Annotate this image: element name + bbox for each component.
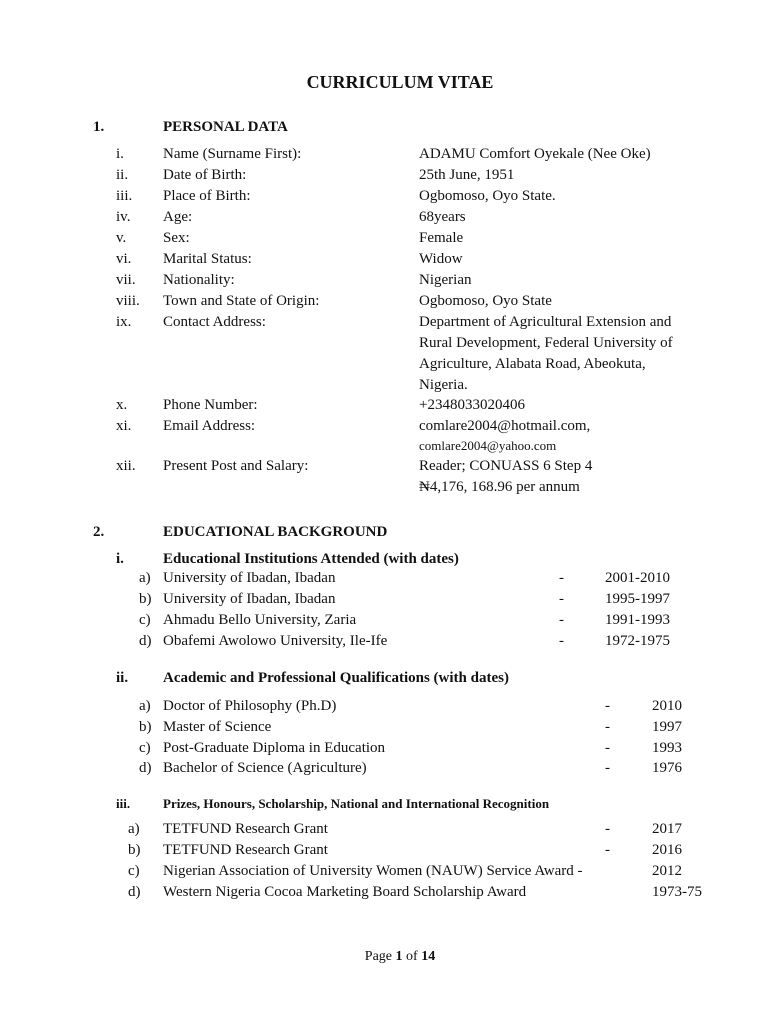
- personal-row-label: Phone Number:: [163, 397, 258, 413]
- list-item-letter: d): [139, 760, 152, 776]
- list-item-dash: -: [605, 760, 610, 776]
- contact-address-line: Department of Agricultural Extension and: [419, 314, 672, 330]
- personal-row-value: 68years: [419, 209, 466, 225]
- list-item-dash: -: [559, 591, 564, 607]
- section-2-number: 2.: [93, 524, 105, 540]
- list-item-dash: -: [605, 842, 610, 858]
- section-1-number: 1.: [93, 119, 105, 135]
- personal-row-number: xii.: [116, 458, 136, 474]
- list-item-letter: c): [139, 740, 151, 756]
- qualification-name: Master of Science: [163, 719, 272, 735]
- total-pages: 14: [421, 949, 436, 964]
- personal-row-value: Ogbomoso, Oyo State.: [419, 188, 556, 204]
- list-item-dash: -: [559, 570, 564, 586]
- institution-name: Obafemi Awolowo University, Ile-Ife: [163, 633, 388, 649]
- personal-row-number: ix.: [116, 314, 132, 330]
- section-2-heading: EDUCATIONAL BACKGROUND: [163, 524, 388, 540]
- personal-row-value: Female: [419, 230, 464, 246]
- list-item-dash: -: [559, 612, 564, 628]
- subsection-heading: Academic and Professional Qualifications (with dates): [163, 670, 509, 686]
- list-item-letter: b): [139, 719, 152, 735]
- qualification-name: Doctor of Philosophy (Ph.D): [163, 698, 337, 714]
- list-item-letter: d): [139, 633, 152, 649]
- list-item-date: 2010: [652, 698, 682, 714]
- personal-row-label: Email Address:: [163, 418, 256, 434]
- award-name: Western Nigeria Cocoa Marketing Board Scholarship Award: [163, 884, 527, 900]
- footer-of: of: [402, 949, 422, 964]
- personal-row-label: Name (Surname First):: [163, 146, 302, 162]
- present-post: Reader; CONUASS 6 Step 4: [419, 458, 593, 474]
- personal-row-number: ii.: [116, 167, 129, 183]
- contact-address-line: Agriculture, Alabata Road, Abeokuta,: [419, 356, 646, 372]
- subsection-number: ii.: [116, 670, 129, 686]
- list-item-date: 2017: [652, 821, 682, 837]
- list-item-date: 1972-1975: [605, 633, 670, 649]
- personal-row-number: iv.: [116, 209, 131, 225]
- institution-name: University of Ibadan, Ibadan: [163, 591, 336, 607]
- qualification-name: Post-Graduate Diploma in Education: [163, 740, 386, 756]
- personal-row-number: v.: [116, 230, 127, 246]
- list-item-dash: -: [605, 740, 610, 756]
- list-item-date: 2012: [652, 863, 682, 879]
- page-footer: [0, 946, 770, 967]
- award-name: TETFUND Research Grant: [163, 821, 328, 837]
- list-item-date: 2001-2010: [605, 570, 670, 586]
- personal-row-label: Marital Status:: [163, 251, 252, 267]
- list-item-date: 1993: [652, 740, 682, 756]
- list-item-letter: b): [139, 591, 152, 607]
- personal-row-number: viii.: [116, 293, 140, 309]
- contact-address-line: Nigeria.: [419, 377, 468, 393]
- personal-row-number: x.: [116, 397, 128, 413]
- personal-row-label: Age:: [163, 209, 193, 225]
- institution-name: Ahmadu Bello University, Zaria: [163, 612, 357, 628]
- personal-row-value: ADAMU Comfort Oyekale (Nee Oke): [419, 146, 651, 162]
- list-item-date: 1995-1997: [605, 591, 670, 607]
- subsection-number: i.: [116, 551, 124, 567]
- personal-row-number: xi.: [116, 418, 132, 434]
- footer-prefix: Page: [364, 949, 396, 964]
- institution-name: University of Ibadan, Ibadan: [163, 570, 336, 586]
- personal-row-number: vi.: [116, 251, 132, 267]
- award-name: TETFUND Research Grant: [163, 842, 328, 858]
- personal-row-value: 25th June, 1951: [419, 167, 515, 183]
- document-title: CURRICULUM VITAE: [306, 72, 494, 92]
- personal-row-label: Present Post and Salary:: [163, 458, 309, 474]
- list-item-date: 2016: [652, 842, 682, 858]
- list-item-letter: a): [128, 821, 140, 837]
- email-address: comlare2004@yahoo.com: [419, 438, 557, 453]
- qualification-name: Bachelor of Science (Agriculture): [163, 760, 367, 776]
- list-item-letter: d): [128, 884, 141, 900]
- subsection-heading: Educational Institutions Attended (with dates): [163, 551, 459, 567]
- list-item-letter: b): [128, 842, 141, 858]
- list-item-letter: a): [139, 698, 151, 714]
- personal-row-label: Place of Birth:: [163, 188, 251, 204]
- list-item-letter: c): [139, 612, 151, 628]
- personal-row-value: Nigerian: [419, 272, 472, 288]
- list-item-dash: -: [559, 633, 564, 649]
- subsection-heading: Prizes, Honours, Scholarship, National and International Recognition: [163, 796, 550, 811]
- personal-row-label: Sex:: [163, 230, 190, 246]
- award-name: Nigerian Association of University Women (NAUW) Service Award -: [163, 863, 583, 879]
- list-item-date: 1973-75: [652, 884, 702, 900]
- list-item-dash: -: [605, 719, 610, 735]
- list-item-letter: a): [139, 570, 151, 586]
- personal-row-label: Town and State of Origin:: [163, 293, 320, 309]
- subsection-number: iii.: [116, 796, 131, 811]
- personal-row-label: Contact Address:: [163, 314, 266, 330]
- list-item-date: 1991-1993: [605, 612, 670, 628]
- list-item-date: 1976: [652, 760, 682, 776]
- list-item-dash: -: [605, 821, 610, 837]
- phone-number: +2348033020406: [419, 397, 525, 413]
- list-item-dash: -: [605, 698, 610, 714]
- personal-row-number: i.: [116, 146, 124, 162]
- personal-row-value: Ogbomoso, Oyo State: [419, 293, 552, 309]
- salary: ₦4,176, 168.96 per annum: [419, 479, 580, 495]
- section-1-heading: PERSONAL DATA: [163, 119, 288, 135]
- personal-row-label: Date of Birth:: [163, 167, 247, 183]
- email-address: comlare2004@hotmail.com,: [419, 418, 591, 434]
- personal-row-label: Nationality:: [163, 272, 235, 288]
- list-item-date: 1997: [652, 719, 682, 735]
- current-page-number: 1: [395, 949, 403, 964]
- personal-row-number: vii.: [116, 272, 136, 288]
- contact-address-line: Rural Development, Federal University of: [419, 335, 673, 351]
- personal-row-value: Widow: [419, 251, 463, 267]
- personal-row-number: iii.: [116, 188, 133, 204]
- list-item-letter: c): [128, 863, 140, 879]
